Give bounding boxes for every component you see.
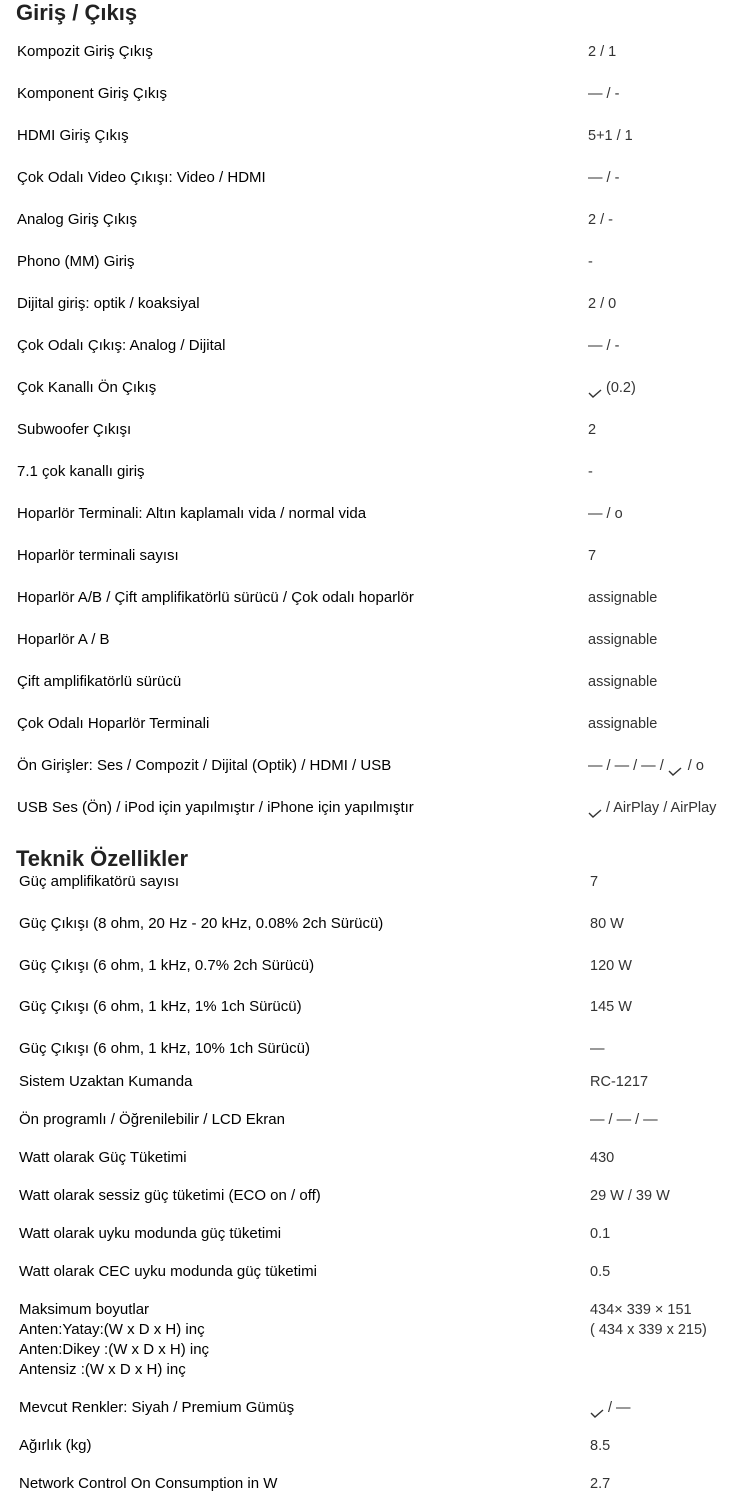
spec-label: Maksimum boyutlar Anten:Yatay:(W x D x H) inç Anten:Dikey :(W x D x H) inç Antensiz :(W x D x H) inç bbox=[19, 1301, 210, 1378]
spec-label: Ön programlı / Öğrenilebilir / LCD Ekran bbox=[19, 1111, 285, 1128]
spec-value bbox=[588, 378, 636, 398]
spec-label: Güç Çıkışı (6 ohm, 1 kHz, 0.7% 2ch Sürücü) bbox=[19, 957, 315, 974]
checkmark-icon bbox=[590, 1404, 604, 1413]
spec-label: Watt olarak CEC uyku modunda güç tüketimi bbox=[19, 1263, 317, 1280]
spec-value: assignable bbox=[588, 590, 658, 606]
spec-label: Phono (MM) Giriş bbox=[17, 253, 135, 270]
spec-label: Watt olarak uyku modunda güç tüketimi bbox=[19, 1225, 282, 1242]
spec-label: USB Ses (Ön) / iPod için yapılmıştır / iPhone için yapılmıştır bbox=[17, 799, 414, 816]
spec-value: 2 / - bbox=[588, 212, 613, 228]
spec-value: 8.5 bbox=[590, 1438, 611, 1454]
spec-label: Çok Kanallı Ön Çıkış bbox=[17, 379, 157, 396]
spec-label: Ağırlık (kg) bbox=[19, 1437, 92, 1454]
spec-value bbox=[588, 798, 716, 818]
spec-label: Hoparlör A / B bbox=[17, 631, 110, 648]
spec-value: 2 / 1 bbox=[588, 44, 617, 60]
spec-label: Çok Odalı Video Çıkışı: Video / HDMI bbox=[17, 169, 266, 186]
spec-value bbox=[588, 756, 704, 776]
checkmark-icon bbox=[588, 384, 602, 393]
spec-label: Komponent Giriş Çıkış bbox=[17, 85, 168, 102]
spec-label: Dijital giriş: optik / koaksiyal bbox=[17, 295, 200, 312]
spec-value: assignable bbox=[588, 674, 658, 690]
spec-value: assignable bbox=[588, 716, 658, 732]
spec-label: Güç Çıkışı (6 ohm, 1 kHz, 10% 1ch Sürücü) bbox=[19, 1040, 310, 1057]
spec-label: Network Control On Consumption in W bbox=[19, 1475, 278, 1492]
spec-label: Hoparlör Terminali: Altın kaplamalı vida / normal vida bbox=[17, 505, 367, 522]
spec-value: — / - bbox=[588, 338, 620, 354]
spec-label: Hoparlör terminali sayısı bbox=[17, 547, 179, 564]
spec-value: — / - bbox=[588, 170, 620, 186]
section-title-io: Giriş / Çıkış bbox=[16, 0, 138, 25]
spec-value: 0.1 bbox=[590, 1226, 611, 1242]
spec-label: Analog Giriş Çıkış bbox=[17, 211, 138, 228]
spec-value: — bbox=[590, 1041, 605, 1057]
spec-value: 7 bbox=[590, 874, 599, 890]
spec-value: 80 W bbox=[590, 916, 624, 932]
spec-label: Watt olarak Güç Tüketimi bbox=[19, 1149, 187, 1166]
spec-label: Kompozit Giriş Çıkış bbox=[17, 43, 153, 60]
spec-value: 434× 339 × 151 ( 434 x 339 x 215) bbox=[590, 1302, 707, 1338]
checkmark-icon bbox=[588, 804, 602, 813]
spec-value: 430 bbox=[590, 1150, 615, 1166]
spec-label: Güç amplifikatörü sayısı bbox=[19, 873, 180, 890]
spec-value: — / o bbox=[588, 506, 623, 522]
spec-value-text: / — bbox=[608, 1400, 631, 1416]
spec-value: 29 W / 39 W bbox=[590, 1188, 670, 1204]
spec-value: 2 / 0 bbox=[588, 296, 617, 312]
spec-value: — / - bbox=[588, 86, 620, 102]
section-title-tech: Teknik Özellikler bbox=[16, 846, 189, 871]
spec-value: 2.7 bbox=[590, 1476, 611, 1492]
spec-value: 5+1 / 1 bbox=[588, 128, 633, 144]
spec-label: Çok Odalı Hoparlör Terminali bbox=[17, 715, 210, 732]
spec-value: RC-1217 bbox=[590, 1074, 649, 1090]
spec-label: Sistem Uzaktan Kumanda bbox=[19, 1073, 193, 1090]
spec-label: Hoparlör A/B / Çift amplifikatörlü sürücü / Çok odalı hoparlör bbox=[17, 589, 414, 606]
spec-value-text: — / — / — / bbox=[588, 758, 664, 774]
spec-label: Mevcut Renkler: Siyah / Premium Gümüş bbox=[19, 1399, 295, 1416]
spec-label: Çift amplifikatörlü sürücü bbox=[17, 673, 182, 690]
spec-value-text: / o bbox=[683, 758, 704, 774]
spec-label: Watt olarak sessiz güç tüketimi (ECO on / off) bbox=[19, 1187, 321, 1204]
spec-label: Çok Odalı Çıkış: Analog / Dijital bbox=[17, 337, 226, 354]
spec-value: 2 bbox=[588, 422, 597, 438]
spec-value: - bbox=[588, 254, 593, 270]
spec-label: 7.1 çok kanallı giriş bbox=[17, 463, 145, 480]
spec-value: 7 bbox=[588, 548, 597, 564]
spec-value: 120 W bbox=[590, 958, 632, 974]
spec-label: Güç Çıkışı (6 ohm, 1 kHz, 1% 1ch Sürücü) bbox=[19, 998, 302, 1015]
spec-value-text: / AirPlay / AirPlay bbox=[606, 800, 717, 816]
spec-label: Güç Çıkışı (8 ohm, 20 Hz - 20 kHz, 0.08% 2ch Sürücü) bbox=[19, 915, 384, 932]
spec-value: — / — / — bbox=[590, 1112, 658, 1128]
spec-label: HDMI Giriş Çıkış bbox=[17, 127, 129, 144]
spec-value: - bbox=[588, 464, 593, 480]
checkmark-icon bbox=[668, 762, 682, 771]
spec-value: 145 W bbox=[590, 999, 632, 1015]
spec-label: Subwoofer Çıkışı bbox=[17, 421, 132, 438]
spec-value: 0.5 bbox=[590, 1264, 611, 1280]
spec-value-text: (0.2) bbox=[606, 380, 636, 396]
spec-value bbox=[590, 1398, 631, 1418]
spec-value: assignable bbox=[588, 632, 658, 648]
spec-label: Ön Girişler: Ses / Compozit / Dijital (Optik) / HDMI / USB bbox=[17, 757, 392, 774]
